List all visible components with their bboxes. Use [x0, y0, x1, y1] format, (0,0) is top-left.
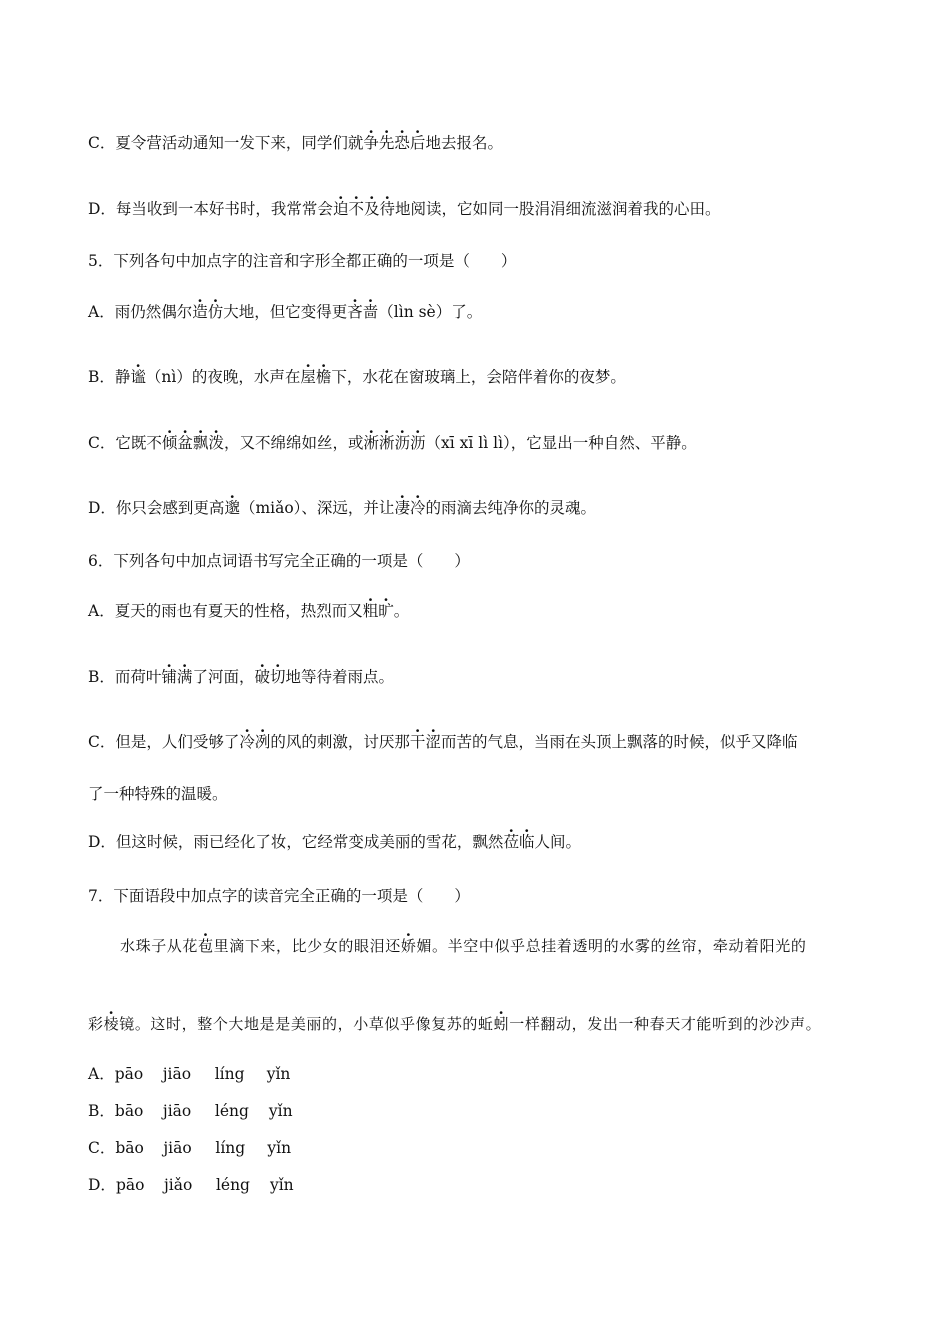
- text: B．静: [88, 368, 131, 386]
- q6-option-d: [88, 831, 581, 853]
- pinyin: yǐn: [266, 1065, 291, 1083]
- pinyin: léng: [214, 1102, 249, 1120]
- dotted-char: 蚓: [493, 1015, 510, 1033]
- dotted-word: 邈: [224, 499, 240, 517]
- dotted-char: 切: [269, 668, 286, 686]
- dotted-char: 不: [348, 200, 364, 218]
- text: A．雨仍然偶尔: [88, 303, 193, 321]
- dotted-char: 啬: [362, 303, 379, 321]
- option-label: D．: [88, 1176, 116, 1194]
- q6-stem: 6．下列各句中加点词语书写完全正确的一项是（ ）: [88, 552, 470, 570]
- dotted-char: 吝: [347, 303, 363, 321]
- dotted-word: 谧: [130, 368, 146, 386]
- q6-option-a: [88, 600, 409, 622]
- q6-option-c-cont: 了一种特殊的温暖。: [88, 785, 228, 803]
- q7-option-d: [88, 1174, 294, 1196]
- dotted-word: [192, 303, 223, 321]
- dotted-char: 迫: [332, 200, 349, 218]
- pinyin: jiāo: [163, 1139, 192, 1157]
- text: 大地，但它变得更: [223, 303, 348, 321]
- dotted-word: [503, 833, 534, 851]
- dotted-char: 莅: [503, 833, 519, 851]
- dotted-word: [363, 434, 425, 452]
- dotted-char: 仿: [207, 303, 224, 321]
- q7-passage-line-1: [120, 935, 806, 957]
- dotted-char: 檐: [315, 368, 332, 386]
- dotted-word: [193, 434, 224, 452]
- dotted-word: [410, 733, 441, 751]
- dotted-char: 铺: [161, 668, 177, 686]
- option-label: A．: [88, 1065, 115, 1083]
- text: 的雨滴去纯净你的灵魂。: [425, 499, 596, 517]
- text: 里滴下来，比少女的眼泪还: [213, 937, 401, 955]
- dotted-char: 待: [379, 200, 395, 218]
- dotted-char: 冷: [239, 733, 255, 751]
- dotted-char: 及: [363, 200, 380, 218]
- text: 人间。: [534, 833, 581, 851]
- dotted-char: 先: [378, 134, 395, 152]
- text: 了河面，: [192, 668, 255, 686]
- dotted-word: [363, 602, 394, 620]
- dotted-word: [300, 368, 331, 386]
- text: 。: [393, 602, 410, 620]
- q7-stem: 7．下面语段中加点字的读音完全正确的一项是（ ）: [88, 887, 470, 905]
- option-label: C．: [88, 1139, 116, 1157]
- dotted-char: 冽: [254, 733, 271, 751]
- text: 而苦的气息，当雨在头顶上飘落的时候，似乎又降临: [440, 733, 798, 751]
- dotted-word: [394, 499, 425, 517]
- pinyin: jiāo: [162, 1065, 192, 1083]
- q5-stem: 5．下列各句中加点字的注音和字形全都正确的一项是（ ）: [88, 252, 517, 270]
- q5-option-a: [88, 301, 482, 323]
- pinyin: bāo: [115, 1139, 144, 1157]
- text: C．夏令营活动通知一发下来，同学们就: [88, 134, 364, 152]
- dotted-char: 淅: [378, 434, 395, 452]
- dotted-word: [162, 434, 193, 452]
- dotted-char: 粗: [362, 602, 379, 620]
- pinyin: yǐn: [268, 1102, 293, 1120]
- dotted-char: 冷: [409, 499, 426, 517]
- pinyin: pāo: [115, 1176, 145, 1194]
- dotted-char: 旷: [378, 602, 394, 620]
- q7-option-a: [88, 1063, 290, 1085]
- text: 媚。半空中似乎总挂着透明的水雾的丝帘，牵动着阳光的: [416, 937, 807, 955]
- pinyin: pāo: [114, 1065, 144, 1083]
- dotted-char: 倾: [161, 434, 178, 452]
- pinyin: léng: [215, 1176, 250, 1194]
- q4-option-c: [88, 132, 503, 154]
- dotted-word: [347, 303, 378, 321]
- dotted-word: [239, 733, 270, 751]
- dotted-char: 沥: [394, 434, 410, 452]
- dotted-char: 飘: [192, 434, 209, 452]
- text: 下，水花在窗玻璃上，会陪伴着你的夜梦。: [331, 368, 626, 386]
- text: C．它既不: [88, 434, 162, 452]
- text: ，又不绵绵如丝，或: [223, 434, 364, 452]
- text: B．而荷叶: [88, 668, 162, 686]
- dotted-word: [161, 668, 192, 686]
- dotted-char: 娇: [400, 937, 417, 955]
- dotted-char: 干: [409, 733, 426, 751]
- dotted-char: 临: [518, 833, 535, 851]
- dotted-word: [333, 200, 395, 218]
- q4-option-d: [88, 198, 721, 220]
- dotted-word: [254, 668, 285, 686]
- dotted-char: 沥: [410, 434, 426, 452]
- pinyin: líng: [215, 1139, 246, 1157]
- dotted-char: 苞: [198, 937, 214, 955]
- dotted-char: 淅: [363, 434, 379, 452]
- dotted-char: 恐: [394, 134, 410, 152]
- dotted-word: [363, 134, 425, 152]
- text: 地等待着雨点。: [285, 668, 394, 686]
- pinyin: jiǎo: [163, 1176, 193, 1194]
- dotted-char: 泼: [208, 434, 224, 452]
- text: （nì）的夜晚，水声在: [145, 368, 301, 386]
- pinyin: bāo: [114, 1102, 144, 1120]
- text: 地去报名。: [425, 134, 503, 152]
- dotted-char: 屋: [300, 368, 316, 386]
- q6-option-c: [88, 731, 797, 753]
- dotted-char: 破: [254, 668, 270, 686]
- text: D．每当收到一本好书时，我常常会: [88, 200, 333, 218]
- text: A．夏天的雨也有夏天的性格，热烈而又: [88, 602, 363, 620]
- text: 地阅读，它如同一股涓涓细流滋润着我的心田。: [395, 200, 721, 218]
- q6-option-b: [88, 666, 394, 688]
- pinyin: líng: [214, 1065, 245, 1083]
- text: 一样翻动，发出一种春天才能听到的沙沙声。: [509, 1015, 822, 1033]
- option-label: B．: [88, 1102, 115, 1120]
- text: C．但是，人们受够了: [88, 733, 240, 751]
- dotted-char: 棱: [103, 1015, 120, 1033]
- text: 镜。这时，整个大地是是美丽的，小草似乎像复苏的蚯: [119, 1015, 494, 1033]
- text: （lìn sè）了。: [378, 303, 483, 321]
- dotted-char: 盆: [177, 434, 193, 452]
- dotted-char: 后: [409, 134, 426, 152]
- q5-option-c: [88, 432, 697, 454]
- pinyin: yǐn: [267, 1139, 292, 1157]
- dotted-char: 造: [192, 303, 208, 321]
- text: D．你只会感到更高: [88, 499, 225, 517]
- text: 水珠子从花: [120, 937, 199, 955]
- q7-option-c: [88, 1137, 291, 1159]
- q7-option-b: [88, 1100, 293, 1122]
- dotted-char: 涩: [425, 733, 441, 751]
- text: （miǎo）、深远，并让: [239, 499, 395, 517]
- dotted-char: 凄: [394, 499, 410, 517]
- text: （xī xī lì lì），它显出一种自然、平静。: [425, 434, 697, 452]
- q5-option-b: [88, 366, 626, 388]
- pinyin: jiāo: [162, 1102, 192, 1120]
- text: D．但这时候，雨已经化了妆，它经常变成美丽的雪花，飘然: [88, 833, 504, 851]
- pinyin: yǐn: [269, 1176, 294, 1194]
- dotted-char: 满: [176, 668, 193, 686]
- q7-passage-line-2: [88, 1013, 821, 1035]
- dotted-char: 争: [363, 134, 379, 152]
- text: 彩: [88, 1015, 104, 1033]
- q5-option-d: [88, 497, 596, 519]
- text: 的风的刺激，讨厌那: [270, 733, 410, 751]
